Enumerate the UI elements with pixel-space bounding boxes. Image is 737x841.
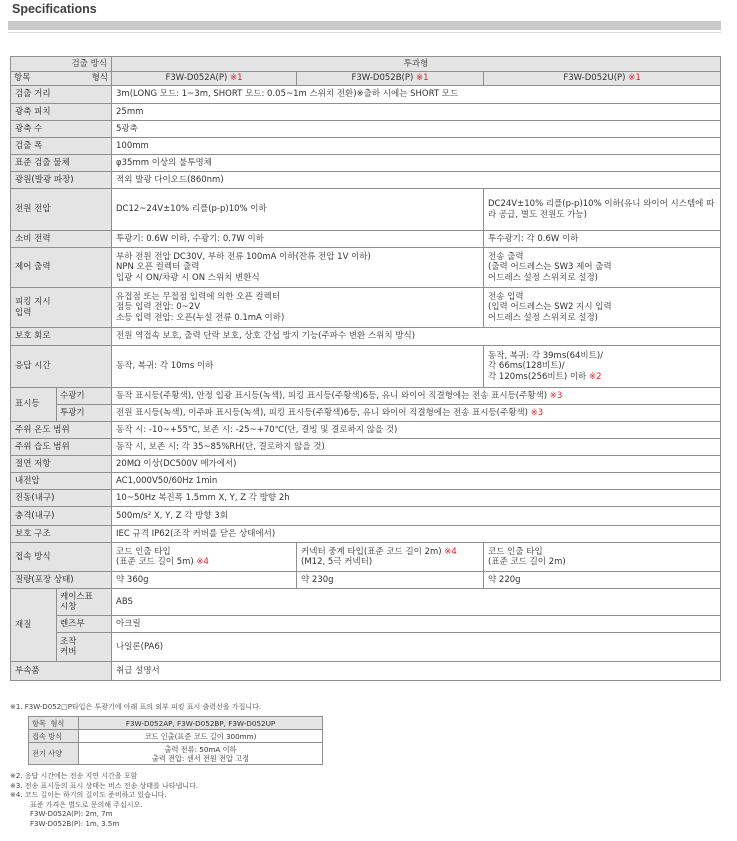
control-ab (112, 248, 484, 288)
row-picking (11, 288, 721, 328)
indicator-emit-note: ※3 (530, 407, 544, 418)
row-consumption (11, 231, 721, 248)
header-row-method (11, 57, 721, 72)
indicator-recv (112, 388, 721, 405)
row-response (11, 346, 721, 388)
connection-u-line2: (표준 코드 길이 2m) (488, 557, 566, 567)
sub-row-electric (29, 743, 323, 765)
material-case-label (57, 589, 112, 616)
indicator-recv-note: ※3 (549, 390, 563, 401)
width-label: 검출 폭 (11, 138, 112, 155)
material-cover-label-line2: 커버 (60, 647, 77, 657)
connection-b-line1 (301, 547, 479, 558)
response-u-line3 (488, 372, 716, 383)
response-u-note: ※2 (588, 371, 602, 382)
sub-r2-line1: 출력 전류: 50mA 이하 (164, 744, 237, 754)
row-structure (11, 526, 721, 543)
response-u-line3-text: 각 120ms(256비트) 이하 (488, 371, 587, 382)
material-case-label-line2: 시창 (60, 602, 77, 612)
header-row-models (11, 72, 721, 86)
control-u-line3: 어드레스 설정 스위치로 설정) (488, 272, 598, 283)
insulation-label: 절연 저항 (11, 456, 112, 473)
row-material-cover (11, 633, 721, 662)
voltage-value: AC1,000V50/60Hz 1min (112, 473, 721, 490)
row-power (11, 189, 721, 231)
material-case-label-line1: 케이스표 (60, 591, 93, 602)
width-value: 100mm (112, 138, 721, 155)
control-u-line2: (출력 어드레스는 SW3 제어 출력 (488, 262, 612, 273)
object-value: φ35mm 이상의 불투명체 (112, 155, 721, 172)
row-temp (11, 422, 721, 439)
accessory-label: 부속품 (11, 662, 112, 681)
connection-b-note: ※4 (444, 546, 457, 557)
indicator-emit (112, 405, 721, 422)
picking-u-line2: (입력 어드레스는 SW2 지시 입력 (488, 302, 612, 313)
picking-ab-line3: 소등 입력 전압: 오픈(누설 전류 0.1mA 이하) (116, 312, 285, 323)
model-u-name: F3W-D052U(P) (563, 73, 626, 84)
material-cover-value: 나일론(PA6) (112, 633, 721, 662)
note-4: ※4. 코드 길이는 하기의 길이도 준비하고 있습니다. (10, 791, 167, 799)
note-4-line1: 표준 가격은 별도로 문의해 주십시오. (30, 800, 143, 809)
object-label: 표준 검출 물체 (11, 155, 112, 172)
sub-r2-value (79, 743, 323, 765)
sub-r1-label: 접속 방식 (29, 730, 79, 743)
control-u (484, 248, 721, 288)
distance-value: 3m(LONG 모드: 1~3m, SHORT 모드: 0.05~1m 스위치 전환)※출하 시에는 SHORT 모드 (112, 86, 721, 104)
control-ab-line1: 부하 전원 전압 DC30V, 부하 전류 100mA 이하(잔류 전압 1V 이하) (116, 251, 371, 262)
model-a-name: F3W-D052A(P) (165, 73, 228, 84)
weight-b: 약 230g (297, 572, 484, 589)
item-model-header (11, 72, 112, 86)
indicator-label: 표시등 (11, 388, 57, 422)
row-material-case (11, 589, 721, 616)
picking-u (484, 288, 721, 328)
shock-label: 충격(내구) (11, 507, 112, 526)
model-a (112, 72, 297, 86)
weight-a: 약 360g (112, 572, 297, 589)
pitch-label: 광축 피치 (11, 104, 112, 121)
row-insulation (11, 456, 721, 473)
control-u-line1: 전송 출력 (488, 251, 524, 262)
sub-header-row (29, 717, 323, 730)
insulation-value: 20MΩ 이상(DC500V 메가에서) (112, 456, 721, 473)
connection-b (297, 543, 484, 572)
connection-a-note: ※4 (196, 557, 209, 567)
picking-ab (112, 288, 484, 328)
row-control (11, 248, 721, 288)
connection-a-line2 (116, 557, 292, 568)
material-lens-label: 렌즈부 (57, 616, 112, 633)
type-label: 투과형 (112, 57, 721, 72)
note-2: ※2. 응답 시간에는 전송 지연 시간을 포함 (10, 772, 138, 780)
sub-r2-label: 전기 사양 (29, 743, 79, 765)
consumption-u: 투수광기: 각 0.6W 이하 (484, 231, 721, 248)
accessory-value: 취급 설명서 (112, 662, 721, 681)
picking-u-line1: 전송 입력 (488, 291, 524, 302)
connection-b-line2: (M12, 5극 커넥터) (301, 557, 373, 567)
response-u-line2: 각 66ms(128비트)/ (488, 361, 565, 372)
picking-ab-line2: 점등 입력 전압: 0~2V (116, 302, 201, 313)
connection-b-line1-text: 커넥터 중계 타입(표준 코드 길이 2m) (301, 546, 442, 557)
control-ab-line2: NPN 오픈 컬렉터 출력 (116, 262, 200, 273)
row-connection (11, 543, 721, 572)
notes-block (10, 772, 198, 829)
distance-label: 검출 거리 (11, 86, 112, 104)
structure-label: 보호 구조 (11, 526, 112, 543)
temp-label: 주위 온도 범위 (11, 422, 112, 439)
shock-value: 500m/s² X, Y, Z 각 방향 3회 (112, 507, 721, 526)
sub-r1-value: 코드 인출(표준 코드 길이 300mm) (79, 730, 323, 743)
row-axes (11, 121, 721, 138)
sub-row-connection (29, 730, 323, 743)
note-4-line2: F3W-D052A(P): 2m, 7m (30, 810, 113, 818)
temp-value: 동작 시: -10~+55℃, 보존 시: -25~+70℃(단, 결빙 및 결로하지 않을 것) (112, 422, 721, 439)
picking-ab-line1: 유접점 또는 무접점 입력에 의한 오픈 컬렉터 (116, 291, 281, 302)
row-indicator-emit (11, 405, 721, 422)
humidity-label: 주위 습도 범위 (11, 439, 112, 456)
indicator-emit-label: 투광기 (57, 405, 112, 422)
sub-r2-line2: 출력 전압: 센서 전원 전압 고정 (151, 753, 250, 763)
response-label: 응답 시간 (11, 346, 112, 388)
material-label: 재질 (11, 589, 57, 662)
title-bar (8, 21, 721, 30)
vibration-label: 진동(내구) (11, 490, 112, 507)
protection-label: 보호 회로 (11, 328, 112, 346)
model-a-note: ※1 (229, 73, 243, 84)
title-divider (8, 32, 721, 33)
row-pitch (11, 104, 721, 121)
model-label: 형식 (91, 73, 109, 84)
model-u-note: ※1 (628, 73, 641, 84)
control-label: 제어 출력 (11, 248, 112, 288)
power-ab: DC12~24V±10% 리플(p-p)10% 이하 (112, 189, 484, 231)
power-u: DC24V±10% 리플(p-p)10% 이하(유니 와이어 시스템에 따라 공급, 별도 전원도 가능) (484, 189, 721, 231)
indicator-emit-text: 전원 표시등(녹색), 이주파 표시등(녹색), 피킹 표시등(주황색)6등, 유니 와이어 직결형에는 전송 표시등(주황색) (116, 407, 528, 418)
row-vibration (11, 490, 721, 507)
sub-h3: F3W-D052AP, F3W-D052BP, F3W-D052UP (79, 717, 323, 730)
model-b-note: ※1 (416, 73, 429, 84)
connection-u (484, 543, 721, 572)
weight-label: 질량(포장 상태) (11, 572, 112, 589)
protection-value: 전원 역접속 보호, 출력 단락 보호, 상호 간섭 방지 기능(주파수 변환 스위치 방식) (112, 328, 721, 346)
model-u (484, 72, 721, 86)
connection-label: 접속 방식 (11, 543, 112, 572)
material-cover-label-line1: 조작 (60, 636, 77, 647)
sub-header-item (29, 717, 79, 730)
row-protection (11, 328, 721, 346)
row-voltage (11, 473, 721, 490)
model-b-name: F3W-D052B(P) (351, 73, 414, 84)
light-value: 적외 발광 다이오드(860nm) (112, 172, 721, 189)
note-4-line3: F3W-D052B(P): 1m, 3.5m (30, 819, 120, 828)
axes-label: 광축 수 (11, 121, 112, 138)
structure-value: IEC 규격 IP62(조작 커버를 닫은 상태에서) (112, 526, 721, 543)
page-title: Specifications (12, 2, 97, 16)
row-weight (11, 572, 721, 589)
response-u (484, 346, 721, 388)
connection-a-line1: 코드 인출 타입 (116, 546, 171, 557)
connection-a (112, 543, 297, 572)
material-case-value: ABS (112, 589, 721, 616)
row-accessory (11, 662, 721, 681)
row-indicator-recv (11, 388, 721, 405)
indicator-recv-label: 수광기 (57, 388, 112, 405)
material-lens-value: 아크릴 (112, 616, 721, 633)
light-label: 광원(발광 파장) (11, 172, 112, 189)
row-light (11, 172, 721, 189)
sub-h1: 항목 (32, 718, 46, 728)
picking-label-line2: 입력 (15, 307, 32, 318)
picking-label-line1: 피킹 지시 (15, 297, 51, 307)
connection-a-line2-text: (표준 코드 길이 5m) (116, 557, 194, 567)
indicator-recv-text: 동작 표시등(주황색), 안정 입광 표시등(녹색), 피킹 표시등(주황색)6등, 유니 와이어 직결형에는 전송 표시등(주황색) (116, 390, 548, 401)
power-label: 전원 전압 (11, 189, 112, 231)
pitch-value: 25mm (112, 104, 721, 121)
sub-h2: 형식 (50, 718, 65, 728)
row-humidity (11, 439, 721, 456)
item-label: 항목 (14, 73, 31, 84)
vibration-value: 10~50Hz 복진폭 1.5mm X, Y, Z 각 방향 2h (112, 490, 721, 507)
control-ab-line3: 입광 시 ON/차광 시 ON 스위치 변환식 (116, 272, 260, 283)
consumption-ab: 투광기: 0.6W 이하, 수광기: 0.7W 이하 (112, 231, 484, 248)
connection-u-line1: 코드 인출 타입 (488, 546, 543, 557)
humidity-value: 동작 시, 보존 시: 각 35~85%RH(단, 결로하지 않을 것) (112, 439, 721, 456)
note-1: ※1. F3W-D052□P타입은 투광기에 아래 표의 외부 피킹 표시 출력선을 가집니다. (10, 703, 262, 711)
picking-u-line3: 어드레스 설정 스위치로 설정) (488, 312, 598, 323)
row-object (11, 155, 721, 172)
row-width (11, 138, 721, 155)
picking-label (11, 288, 112, 328)
voltage-label: 내전압 (11, 473, 112, 490)
spec-table (10, 56, 721, 681)
model-b (297, 72, 484, 86)
consumption-label: 소비 전력 (11, 231, 112, 248)
weight-u: 약 220g (484, 572, 721, 589)
note-3: ※3. 전송 표시등의 표시 상태는 버스 전송 상태를 나타냅니다. (10, 781, 199, 790)
row-shock (11, 507, 721, 526)
response-ab: 동작, 복귀: 각 10ms 이하 (112, 346, 484, 388)
response-u-line1: 동작, 복귀: 각 39ms(64비트)/ (488, 350, 604, 361)
method-label: 검출 방식 (11, 57, 112, 72)
material-cover-label (57, 633, 112, 662)
picking-output-table (28, 716, 323, 765)
row-distance (11, 86, 721, 104)
axes-value: 5광축 (112, 121, 721, 138)
row-material-lens (11, 616, 721, 633)
